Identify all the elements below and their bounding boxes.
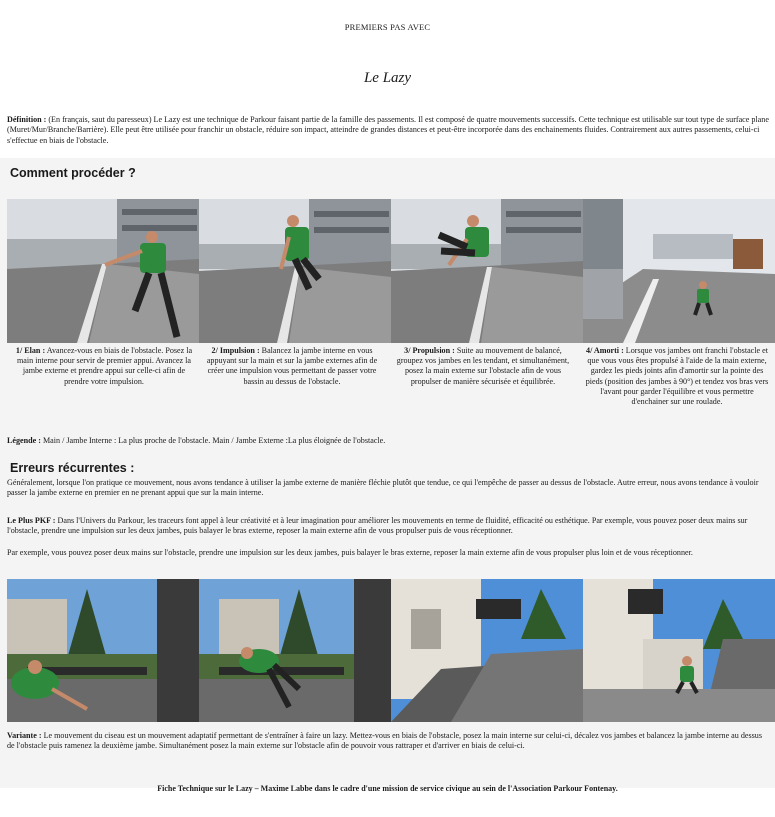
step-1-photo bbox=[7, 199, 199, 343]
steps-photo-row bbox=[7, 199, 775, 343]
errors-heading: Erreurs récurrentes : bbox=[10, 461, 135, 475]
errors-paragraph: Généralement, lorsque l'on pratique ce mouvement, nous avons tendance à utiliser la jambe externe de manière fléchie plutôt que tendue, ce qui l'empêche de passer au dessus de l'obstacle. Autre erreur, nous avons tendance à vouloir passer la jambe externe en premier en ne prenant appui que sur la main interne. bbox=[7, 478, 759, 498]
footer-text: Fiche Technique sur le Lazy – Maxime Labbe dans le cadre d'une mission de service civique au sein de l'Association Parkour Fontenay. bbox=[157, 784, 618, 793]
plus-pkf-paragraph bbox=[7, 516, 769, 537]
plus-pkf-label: Le Plus PKF : bbox=[7, 516, 56, 525]
legend-label: Légende : bbox=[7, 436, 41, 445]
step-3-photo bbox=[391, 199, 583, 343]
step-3-text: Suite au mouvement de balancé, groupez vos jambes en les tendant, et simultanément, posez la main externe sur l'obstacle afin de vous propulser de manière sécurisée et équilibrée. bbox=[396, 346, 570, 386]
definition-text: (En français, saut du paresseux) Le Lazy est une technique de Parkour faisant partie de la famille des passements. Il est composé de quatre mouvements successifs. Cette technique est utilisable sur tout type de surface plane (Muret/Mur/Branche/Barrière). Elle peut être utilisée pour franchir un obstacle, réduire son impact, atteindre de grandes distances et peut-être incorporée dans des enchainements fluides. Contrairement aux autres passements, celui-ci s'effectue en biais de l'obstacle. bbox=[7, 115, 769, 145]
step-1-caption bbox=[15, 346, 193, 387]
variante-text: Le mouvement du ciseau est un mouvement adaptatif permettant de s'entraîner à faire un lazy. Mettez-vous en biais de l'obstacle, posez la main interne sur celui-ci, décalez vos jambes et balancez la jambe interne au dessus de l'obstacle puis ramenez la deuxième jambe. Simultanément posez la main externe sur l'obstacle afin de pouvoir vous rattraper et d'arriver en biais de celui-ci. bbox=[7, 731, 762, 751]
step-3-caption bbox=[394, 346, 572, 387]
step-4-photo bbox=[583, 199, 775, 343]
variante-paragraph bbox=[7, 731, 769, 752]
legend-paragraph bbox=[7, 436, 769, 446]
page-title: Le Lazy bbox=[363, 70, 412, 86]
step-1-text: Avancez-vous en biais de l'obstacle. Posez la main interne pour servir de premier appui. Avancez la jambe externe et prendre appui sur celle-ci afin de prendre votre impulsion. bbox=[16, 346, 193, 386]
step-4-text: Lorsque vos jambes ont franchi l'obstacle et que vous vous êtes propulsé à l'aide de la main externe, gardez les pieds joints afin d'amortir sur la pointe des pieds (position des jambes à 90°) et tendez vos bras vers l'avant pour garder l'équilibre et vous permettre d'enchainer sur une roulade. bbox=[585, 346, 769, 407]
step-2-label: 2/ Impulsion : bbox=[211, 346, 260, 355]
variante-label: Variante : bbox=[7, 731, 42, 740]
variante-photo-row bbox=[7, 579, 775, 722]
legend-text: Main / Jambe Interne : La plus proche de l'obstacle. Main / Jambe Externe :La plus éloignée de l'obstacle. bbox=[40, 436, 386, 445]
how-to-heading: Comment procéder ? bbox=[10, 166, 136, 180]
plus-pkf-text: Dans l'Univers du Parkour, les traceurs font appel à leur créativité et à leur imagination pour améliorer les mouvements en terme de fluidité, efficacité ou esthétique. Par exemple, vous pouvez poser deux mains sur l'obstacle, prendre une impulsion sur les deux jambes, puis balayer le bras externe, reposer la main externe afin de vous propulser puis de vous réceptionner. bbox=[7, 516, 748, 536]
step-1-label: 1/ Elan : bbox=[15, 346, 46, 355]
step-3-label: 3/ Propulsion : bbox=[404, 346, 455, 355]
header-small-title: PREMIERS PAS AVEC bbox=[344, 22, 431, 32]
step-4-caption bbox=[584, 346, 770, 407]
step-4-label: 4/ Amorti : bbox=[586, 346, 624, 355]
variante-photo-3 bbox=[391, 579, 583, 722]
step-2-text: Balancez la jambe interne en vous appuyant sur la main et sur la jambe externes afin de créer une impulsion vous permettant de passer votre bassin au dessus de l'obstacle. bbox=[206, 346, 378, 386]
variante-photo-2 bbox=[199, 579, 391, 722]
step-2-photo bbox=[199, 199, 391, 343]
step-2-caption bbox=[203, 346, 381, 387]
definition-label: Définition : bbox=[7, 115, 47, 124]
definition-paragraph bbox=[7, 115, 769, 146]
plus-pkf-paragraph-2: Par exemple, vous pouvez poser deux mains sur l'obstacle, prendre une impulsion sur les deux jambes, puis balayer le bras externe, reposer la main externe afin de vous propulser plus loin et de vous réceptionner. bbox=[7, 548, 693, 557]
variante-photo-1 bbox=[7, 579, 199, 722]
variante-photo-4 bbox=[583, 579, 775, 722]
